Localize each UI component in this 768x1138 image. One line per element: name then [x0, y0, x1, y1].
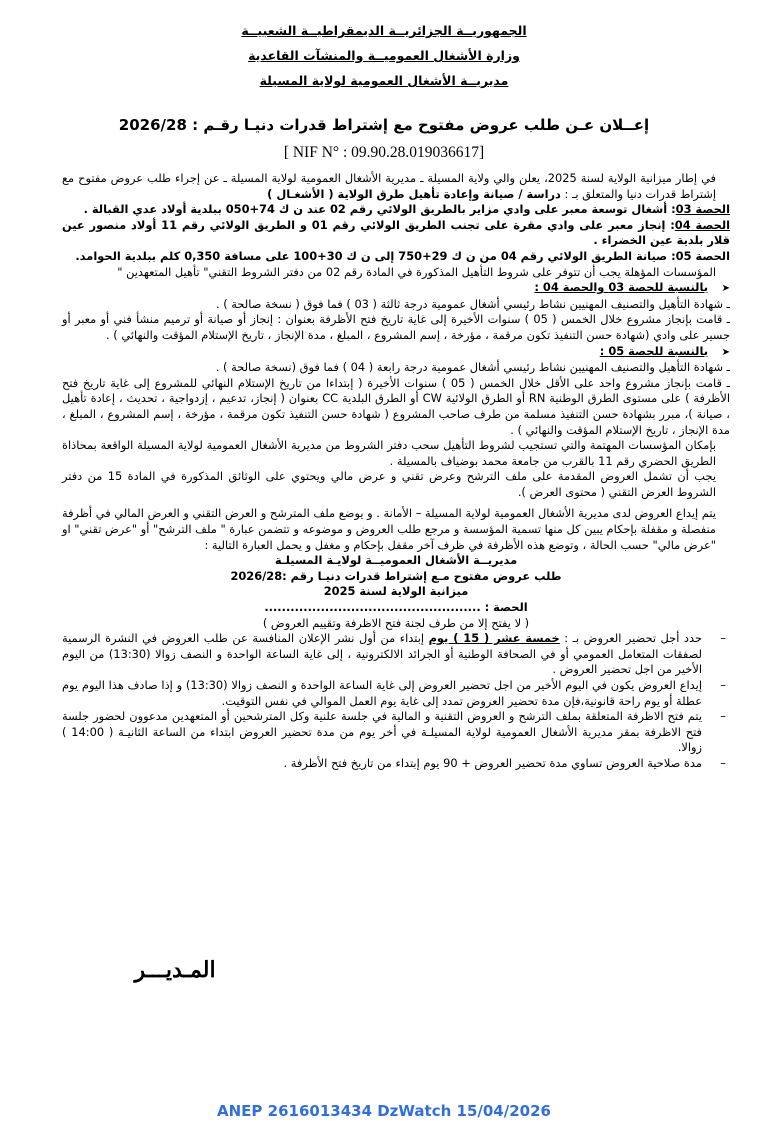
footer-reference: ANEP 2616013434 DzWatch 15/04/2026: [217, 1102, 551, 1120]
header-directorate: مديريــة الأشغال العمومية لولاية المسيلة: [259, 73, 509, 88]
section-b-item-1: ـ شهادة التأهيل والتصنيف المهنيين نشاط رئيسي أشغال عمومية درجة رابعة ( 04 ) فما فوق (نسخة صالحة ) .: [215, 360, 730, 375]
bullet-1-duration: خمسة عشر ( 15 ) يوم: [428, 631, 560, 646]
section-lot-05-heading: [62, 344, 730, 361]
section-b-item-2: ـ قامت بإنجاز مشروع واحد على الأقل خلال الخمس ( 05 ) سنوات الأخيرة ( إبتداءا من تاريخ الإستلام النهائي للمشروع إلى غاية تاريخ فتح الأظرفة ) على مستوى الطرق الوطنية RN أو الطرق الولائية CW أو الطرق البلدية CC بعنوان ( إنجاز، تدعيم ، إزدواجية ، تحديث ، إعادة تأهيل ، صيانة )، مبرر بشهادة حسن التنفيذ مسلمة من طرف صاحب المشروع ( شهادة حسن التنفيذ تكون مرقمة ، مؤرخة ، إسم المشروع ، المبلغ ، مدة الإنجاز ، تاريخ الإستلام المؤقت والنهائي ) .: [62, 375, 730, 437]
lot-05-label: الحصة 05: [675, 248, 730, 263]
lot-03-label: الحصة 03: [675, 202, 730, 217]
section-a-heading: بالنسبة للحصة 03 والحصة 04 :: [534, 280, 708, 295]
envelope-line-2: طلب عروض مفتوح مـع إشتراط قدرات دنيـا رقم :2026/28: [230, 568, 562, 583]
header-ministry: وزارة الأشغال العموميــة والمنشآت القاعدية: [248, 48, 520, 63]
lot-05: [62, 249, 730, 265]
intro-block: [62, 171, 730, 772]
project-subject: دراسة / صيانة وإعادة تأهيل طرق الولاية ( الأشغـال ): [267, 186, 561, 201]
envelope-line-1: مديريــة الأشغال العموميــة لولايـة المسيلـة: [274, 553, 518, 568]
section-a-item-2: ـ قامت بإنجاز مشروع خلال الخمس ( 05 ) سنوات الأخيرة إلى غاية تاريخ فتح الأظرفة بعنوان : إنجاز أو صيانة أو ترميم منشأ فني أو معبر أو جسير على وادي (شهادة حسن التنفيذ تكون مرقمة ، مؤرخة ، إسم المشروع ، المبلغ ، مدة الإنجاز ، تاريخ الإستلام المؤقت والنهائي ) .: [62, 312, 730, 342]
announcement-title: إعــلان عـن طلب عروض مفتوح مع إشتراط قدرات دنيـا رقـم : 2026/28: [118, 116, 650, 134]
envelope-inscription: [62, 553, 730, 631]
bullet-1-text-c: إبتداء من أول نشر الإعلان المنافسة عن طلب العروض في النشرة الرسمية لصفقات المتعامل العمومي أو في الصحافة الوطنية أو الجرائد الالكترونية ، إلى غاية الساعة الواحدة و النصف زوالا (13:30) من اليوم الأخير من اجل تحضير العروض .: [62, 631, 702, 677]
bullet-deadline: [62, 631, 730, 678]
contents-paragraph: يجب أن تشمل العروض المقدمة على ملف الترشح وعرض تقني و عرض مالي ويحتوي على الوثائق المذكورة في المادة 15 من دفتر الشروط العرض التقني ( محتوى العرض ).: [62, 469, 716, 499]
intro-paragraph: [62, 171, 730, 202]
eligibility-text: المؤسسات المؤهلة يجب أن تتوفر على شروط التأهيل المذكورة في المادة رقم 02 من دفتر الشروط التقني" تأهيل المتعهدين ": [117, 264, 716, 279]
lot-04-text: : إنجاز معبر على وادي مقرة على تجنب الطريق الولائي رقم 01 و الطريق الولائي رقم 11 أولاد منصور عين قلار بلدية عين الخضراء .: [62, 217, 730, 248]
envelope-line-3: ميزانية الولاية لسنة 2025: [323, 584, 469, 599]
arrow-icon: ➤: [721, 346, 730, 358]
section-a-item-1: ـ شهادة التأهيل والتصنيف المهنيين نشاط رئيسي أشغال عمومية درجة ثالثة ( 03 ) فما فوق ( نسخة صالحة ) .: [215, 296, 730, 311]
lot-03-text: : أشغال توسعة معبر على وادي مزاير بالطريق الولائي رقم 02 عند ن ك 74+050 ببلدية أولاد عدي القبالة .: [83, 202, 676, 217]
header-republic: الجمهوريــة الجزائريــة الديمقراطيــة الشعبيــة: [241, 23, 527, 38]
bullet-validity: – مدة صلاحية العروض تساوي مدة تحضير العروض + 90 يوم إبتداء من تاريخ فتح الأظرفة .: [62, 756, 730, 772]
nif-number: [ NIF N° : 09.90.28.019036617]: [283, 144, 485, 161]
deposit-paragraph: يتم إيداع العروض لدى مديرية الأشغال العمومية لولاية المسيلة – الأمانة . و يوضع ملف المترشح و العرض التقني و العرض المالي في أظرفة منفصلة و مقفلة بإحكام يبين كل منها تسمية المؤسسة و مرجع طلب العروض و موضوعه و تتضمن عبارة " ملف الترشح" أو "عرض تقني" او "عرض مالي" حسب الحالة ، وتوضع هذه الأظرفة في ظرف آخر مقفل بإحكام و مغفل و يحمل العبارة التالية :: [62, 506, 716, 552]
section-lots-03-04-heading: [62, 280, 730, 297]
bullet-deposit: – إيداع العروض يكون في اليوم الأخير من اجل تحضير العروض إلى غاية الساعة الواحدة و النصف زوالا (13:30) و إذا صادف هذا اليوم يوم عطلة أو يوم راحة قانونية،فإن مدة تحضير العروض تمدد إلى غاية يوم العمل الموالي في نفس التوقيت.: [62, 678, 730, 709]
withdraw-paragraph: بإمكان المؤسسات المهتمة والتي تستجيب لشروط التأهيل سحب دفتر الشروط من مديرية الأشغال العمومية لولاية المسيلة الواقعة بمحاذاة الطريق الحضري رقم 11 بالقرب من جامعة محمد بوضياف بالمسيلة .: [62, 438, 716, 468]
section-b-heading: بالنسبة للحصة 05 :: [599, 343, 708, 358]
envelope-line-5: ( لا يفتح إلا من طرف لجنة فتح الاظرفة وتقييم العروض ): [262, 615, 530, 630]
lot-03: [62, 202, 730, 218]
bullet-opening: – يتم فتح الاظرفة المتعلقة بملف الترشح و العروض التقنية و المالية في جلسة علنية وكل المترشحين أو المتعهدين مدعوون لحضور جلسة فتح الاظرفة بمقر مديرية الأشغال العمومية لولاية المسيلـة في أخر يوم من مدة تحضير العروض ابتداء من الساعة الثانيـة ( 14:00 ) زوالا.: [62, 709, 730, 756]
lot-05-text: : صيانة الطريق الولائي رقم 04 من ن ك 29+750 إلى ن ك 30+100 على مسافة 0,350 كلم ببلدية الحوامد.: [75, 248, 676, 263]
intro-text: في إطار ميزانية الولاية لسنة 2025، يعلن والي ولاية المسيلة ـ مديرية الأشغال العمومية لولاية المسيلة ـ عن إجراء طلب عروض مفتوح مع إشتراط قدرات دنيا والمتعلق بـ :: [62, 171, 717, 201]
lot-04-label: الحصة 04: [674, 217, 731, 232]
lot-04: [62, 218, 730, 249]
bullet-1-text-a: حدد أجل تحضير العروض بـ :: [559, 631, 702, 646]
director-signature: المـديـــر: [134, 957, 216, 983]
envelope-line-4: الحصة : ..................................................: [264, 600, 528, 615]
arrow-icon: ➤: [721, 283, 730, 295]
